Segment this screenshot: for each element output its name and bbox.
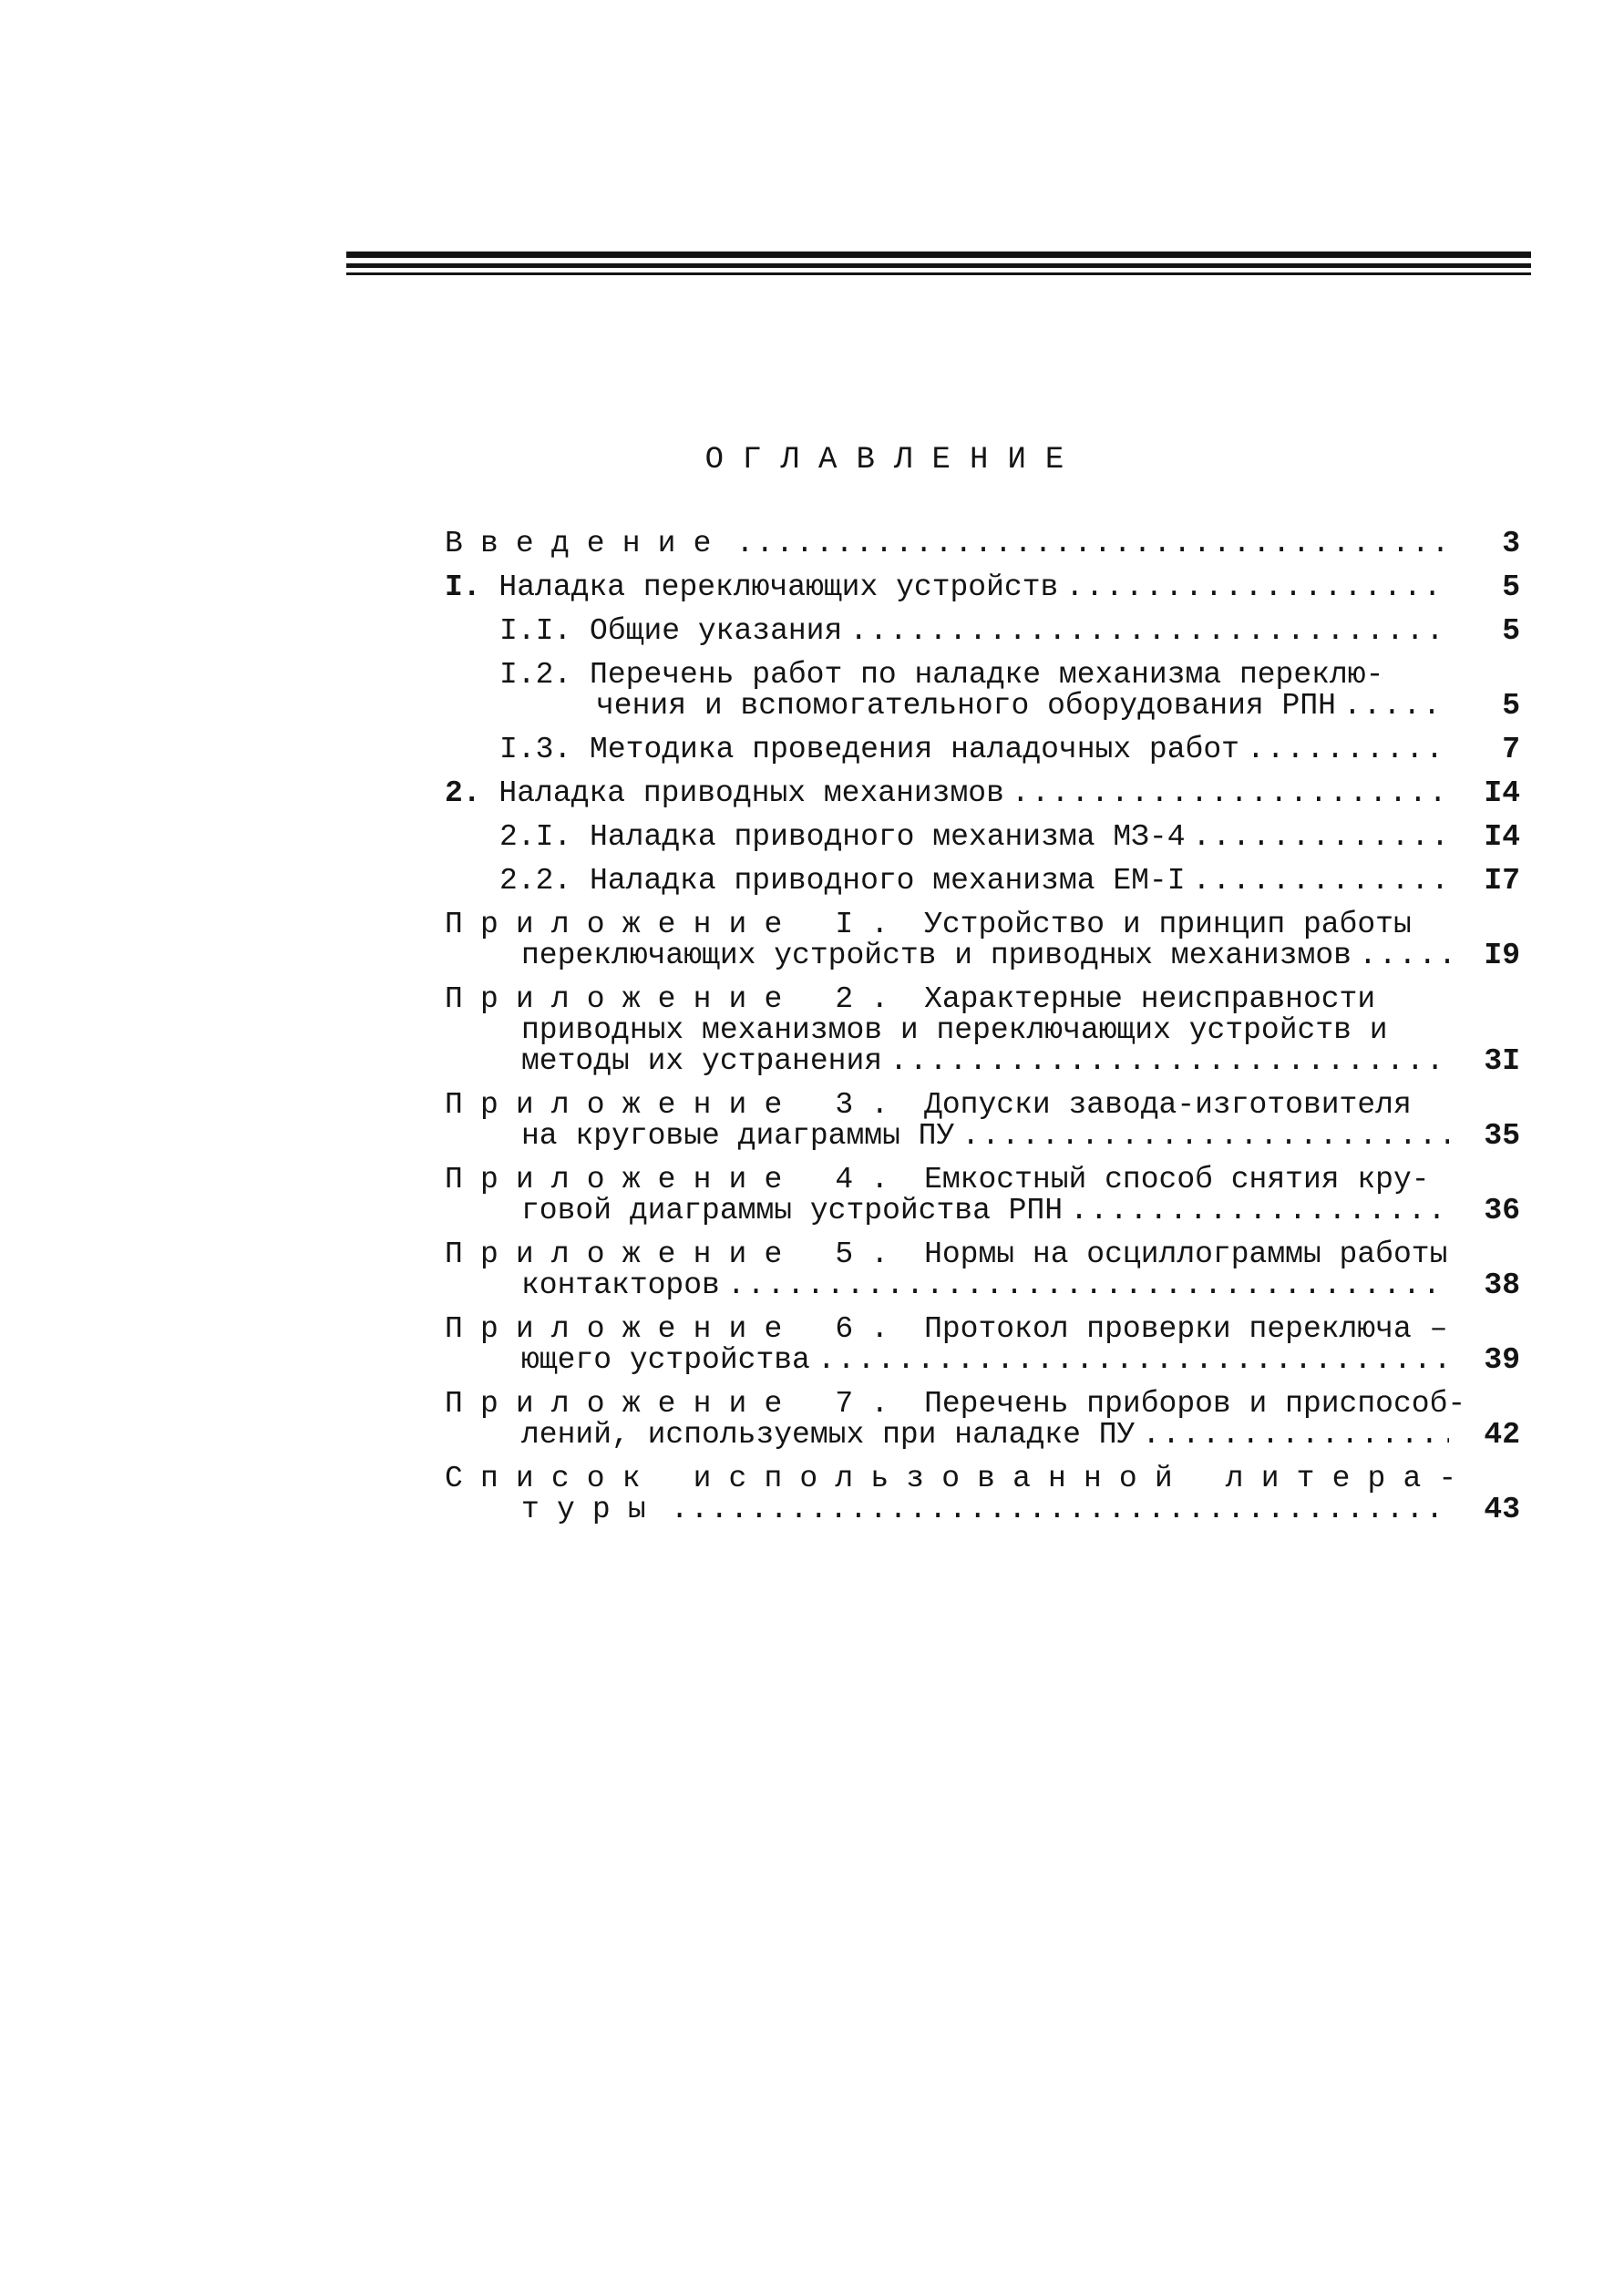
toc-entry-page: 42 [1484, 1418, 1520, 1452]
toc-entry-text: Перечень работ по наладке механизма переклю- [590, 660, 1384, 691]
toc-entry-page: I9 [1484, 939, 1520, 972]
toc-entry-label: 2. [445, 776, 481, 810]
toc-entry[interactable] [445, 866, 1520, 897]
toc-entry-label: I.I. [499, 614, 572, 648]
dot-leader [1012, 778, 1449, 809]
toc-entry-text: Протокол проверки переключа – [924, 1314, 1448, 1345]
dot-leader [1193, 822, 1449, 853]
toc-entry-text: лений, используемых при наладке ПУ [521, 1418, 1136, 1452]
toc-entry[interactable] [445, 1389, 1520, 1451]
dot-leader [1193, 866, 1449, 897]
toc-entry[interactable] [445, 822, 1520, 853]
table-of-contents [445, 529, 1520, 1538]
toc-entry[interactable] [445, 1165, 1520, 1227]
top-rule-thick [346, 252, 1531, 258]
toc-entry-text: приводных механизмов и переключающих устройств и [521, 1015, 1388, 1046]
dot-leader [1070, 1196, 1449, 1227]
toc-entry-page: 7 [1502, 733, 1520, 766]
dot-leader [817, 1345, 1449, 1376]
toc-entry-text: Перечень приборов и приспособ- [924, 1389, 1466, 1420]
toc-entry[interactable] [445, 1239, 1520, 1301]
dot-leader [849, 616, 1449, 647]
toc-entry[interactable] [445, 1463, 1520, 1525]
toc-entry-page: I4 [1484, 820, 1520, 854]
toc-entry[interactable] [445, 616, 1520, 647]
toc-entry-text: Нормы на осциллограммы работы [924, 1239, 1448, 1270]
toc-entry-text: ющего устройства [521, 1343, 810, 1377]
toc-entry-label: Введение [445, 527, 729, 560]
toc-entry-page: I7 [1484, 864, 1520, 898]
toc-entry-text: Наладка приводных механизмов [499, 776, 1004, 810]
toc-entry-label: 2.I. [499, 820, 572, 854]
toc-entry-label: I.2. [499, 660, 572, 691]
dot-leader [671, 1494, 1449, 1525]
toc-entry-page: 3I [1484, 1044, 1520, 1078]
toc-entry-page: 35 [1484, 1119, 1520, 1153]
toc-entry-text: Характерные неисправности [924, 984, 1376, 1015]
toc-entry-text: на круговые диаграммы ПУ [521, 1119, 955, 1153]
toc-entry[interactable] [445, 1314, 1520, 1376]
dot-leader [1343, 691, 1449, 722]
toc-entry-text: Наладка приводного механизма МЗ-4 [590, 820, 1186, 854]
toc-entry-label: I. [445, 570, 481, 604]
dot-leader [1247, 734, 1449, 765]
toc-entry-page: I4 [1484, 776, 1520, 810]
toc-entry-text: чения и вспомогательного оборудования РПН [596, 689, 1336, 723]
toc-entry-text: Устройство и принцип работы [924, 909, 1412, 940]
toc-entry-page: 3 [1502, 527, 1520, 560]
toc-entry[interactable] [445, 734, 1520, 765]
toc-entry-text: Наладка приводного механизма ЕМ-I [590, 864, 1186, 898]
toc-entry-label: Приложение 6. [445, 1314, 907, 1345]
toc-entry-page: 38 [1484, 1268, 1520, 1302]
toc-entry-label: Приложение 4. [445, 1165, 907, 1196]
dot-leader [889, 1046, 1449, 1077]
toc-entry-page: 36 [1484, 1194, 1520, 1227]
toc-entry-label: Приложение 3. [445, 1090, 907, 1121]
toc-entry-text: переключающих устройств и приводных механизмов [521, 939, 1352, 972]
dot-leader [736, 529, 1449, 560]
toc-entry-page: 5 [1502, 570, 1520, 604]
toc-entry-label: Приложение 5. [445, 1239, 907, 1270]
toc-entry-text: Общие указания [590, 614, 843, 648]
toc-entry-text: методы их устранения [521, 1044, 883, 1078]
top-rule-middle [346, 263, 1531, 268]
toc-entry-text: говой диаграммы устройства РПН [521, 1194, 1064, 1227]
toc-entry-text: туры [521, 1493, 663, 1526]
toc-entry-text: контакторов [521, 1268, 720, 1302]
toc-entry[interactable] [445, 778, 1520, 809]
toc-entry[interactable] [445, 1090, 1520, 1152]
toc-entry-page: 39 [1484, 1343, 1520, 1377]
dot-leader [1065, 572, 1449, 603]
toc-entry-page: 5 [1502, 689, 1520, 723]
dot-leader [727, 1270, 1449, 1301]
toc-entry-label: Приложение I. [445, 909, 907, 940]
toc-entry-text: Методика проведения наладочных работ [590, 733, 1239, 766]
dot-leader [1142, 1420, 1449, 1451]
toc-entry[interactable] [445, 984, 1520, 1077]
toc-entry[interactable] [445, 909, 1520, 971]
toc-entry[interactable] [445, 529, 1520, 560]
toc-entry[interactable] [445, 572, 1520, 603]
page-title: ОГЛАВЛЕНИЕ [704, 443, 1084, 478]
toc-entry-label: I.3. [499, 733, 572, 766]
dot-leader [1359, 940, 1449, 971]
toc-entry-text: Емкостный способ снятия кру- [924, 1165, 1430, 1196]
toc-entry-page: 5 [1502, 614, 1520, 648]
toc-entry-label: Приложение 7. [445, 1389, 907, 1420]
toc-entry-text: Допуски завода-изготовителя [924, 1090, 1412, 1121]
top-rule-thin [346, 272, 1531, 275]
toc-entry-label: Список использованной литера- [445, 1463, 1475, 1494]
toc-entry-text: Наладка переключающих устройств [499, 570, 1059, 604]
toc-entry-label: 2.2. [499, 864, 572, 898]
toc-entry-label: Приложение 2. [445, 984, 907, 1015]
dot-leader [961, 1121, 1449, 1152]
toc-entry-page: 43 [1484, 1493, 1520, 1526]
toc-entry[interactable] [445, 660, 1520, 722]
